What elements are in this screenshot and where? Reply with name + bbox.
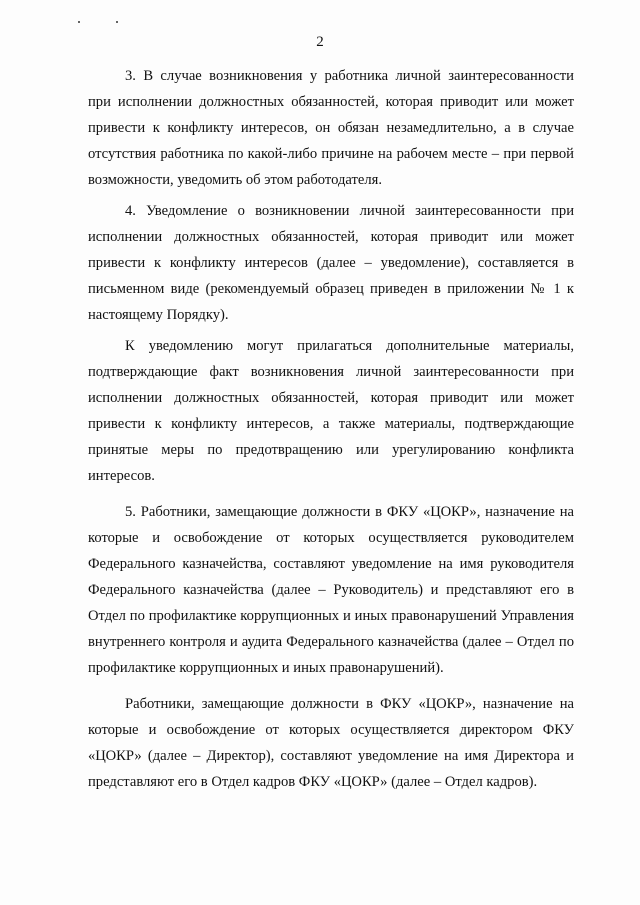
scan-speck	[78, 21, 80, 23]
paragraph-4: 4. Уведомление о возникновении личной заинтересованности при исполнении должностных обязанностей, которая приводит или может привести к конфликту интересов (далее – уведомление), составляется в письменном виде (рекомендуемый образец приведен в приложении № 1 к настоящему Порядку).	[88, 203, 574, 323]
paragraph-3: 3. В случае возникновения у работника личной заинтересованности при исполнении должностных обязанностей, которая приводит или может привести к конфликту интересов, он обязан незамедлительно, а в случае отсутствия работника по какой-либо причине на рабочем месте – при первой возможности, уведомить об этом работодателя.	[88, 68, 574, 188]
paragraph-attachments: К уведомлению могут прилагаться дополнительные материалы, подтверждающие факт возникновения личной заинтересованности при исполнении должностных обязанностей, которая приводит или может привести к конфликту интересов, а также материалы, подтверждающие принятые меры по предотвращению или урегулированию конфликта интересов.	[88, 338, 574, 484]
paragraph-director: Работники, замещающие должности в ФКУ «ЦОКР», назначение на которые и освобождение от которых осуществляется директором ФКУ «ЦОКР» (далее – Директор), составляют уведомление на имя Директора и представляют его в Отдел кадров ФКУ «ЦОКР» (далее – Отдел кадров).	[88, 696, 574, 790]
paragraph-5: 5. Работники, замещающие должности в ФКУ «ЦОКР», назначение на которые и освобождение от которых осуществляется руководителем Федерального казначейства, составляют уведомление на имя руководителя Федерального казначейства (далее – Руководитель) и представляют его в Отдел по профилактике коррупционных и иных правонарушений Управления внутреннего контроля и аудита Федерального казначейства (далее – Отдел по профилактике коррупционных и иных правонарушений).	[88, 504, 574, 676]
page-number: 2	[316, 34, 324, 50]
document-body	[88, 63, 574, 800]
scan-speck	[116, 21, 118, 23]
